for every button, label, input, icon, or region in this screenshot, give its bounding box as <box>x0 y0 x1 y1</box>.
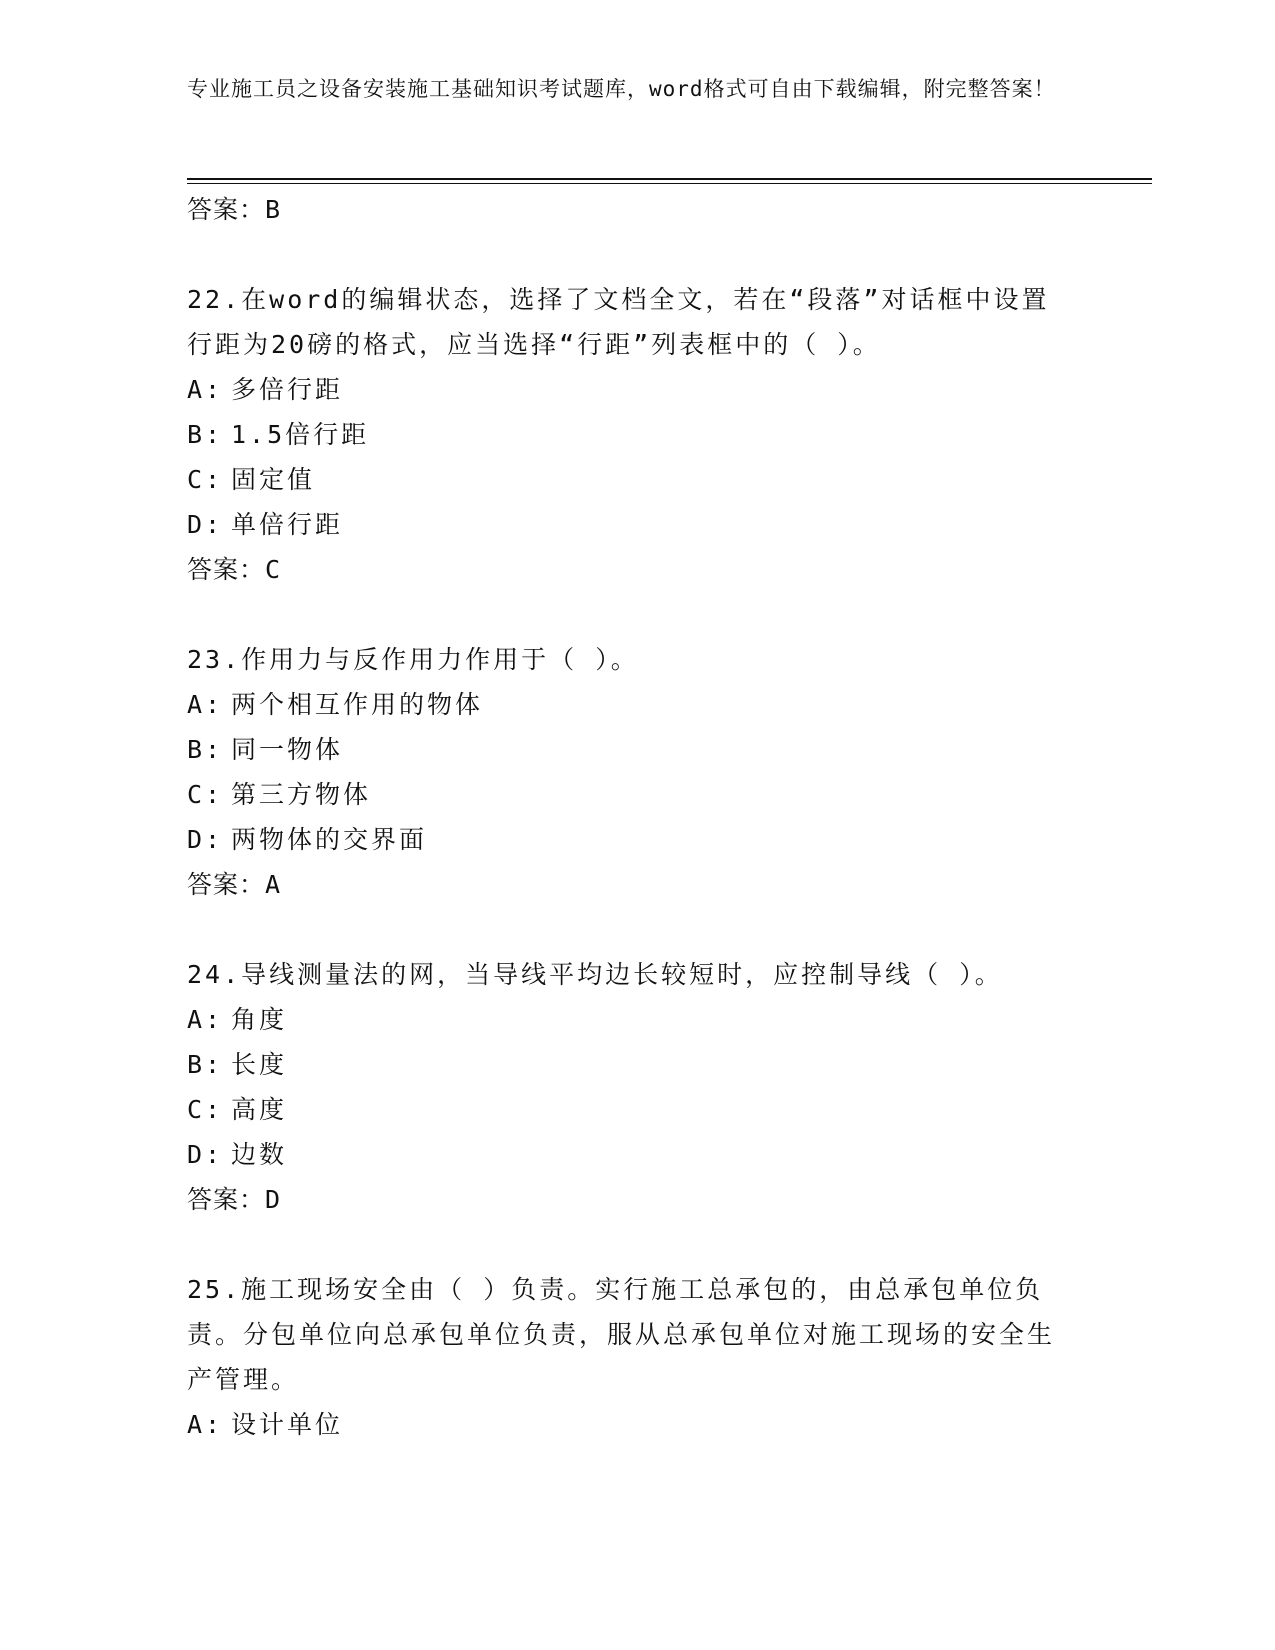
answer-label: 答案： <box>187 555 266 584</box>
question-24 <box>187 952 1087 1223</box>
question-25 <box>187 1267 1087 1447</box>
question-22 <box>187 277 1087 593</box>
answer-value: C <box>265 555 282 584</box>
option-letter: B: <box>187 735 224 764</box>
option-text: 两个相互作用的物体 <box>231 690 484 719</box>
option-text: 同一物体 <box>231 735 344 764</box>
option-text: 高度 <box>231 1095 288 1124</box>
answer-line <box>187 862 1087 908</box>
answer-value: B <box>265 195 282 224</box>
option-a <box>187 367 1087 412</box>
option-letter: B: <box>187 1050 224 1079</box>
option-b <box>187 1042 1087 1087</box>
header-rule-thin <box>187 183 1152 184</box>
option-text: 多倍行距 <box>231 375 344 404</box>
option-d <box>187 1132 1087 1177</box>
document-body <box>187 187 1087 1447</box>
option-letter: A: <box>187 1005 224 1034</box>
answer-value: A <box>265 870 282 899</box>
option-text: 两物体的交界面 <box>231 825 428 854</box>
option-b <box>187 412 1087 457</box>
option-c <box>187 457 1087 502</box>
option-letter: A: <box>187 1410 224 1439</box>
option-letter: A: <box>187 690 224 719</box>
option-a <box>187 997 1087 1042</box>
option-text: 边数 <box>231 1140 288 1169</box>
option-a <box>187 682 1087 727</box>
answer-line <box>187 1177 1087 1223</box>
option-letter: C: <box>187 1095 224 1124</box>
option-letter: C: <box>187 465 224 494</box>
option-letter: D: <box>187 510 224 539</box>
option-text: 固定值 <box>231 465 316 494</box>
question-text: 23.作用力与反作用力作用于（ ）。 <box>187 645 639 674</box>
answer-value: D <box>265 1185 282 1214</box>
answer-line <box>187 187 1087 233</box>
option-text: 设计单位 <box>231 1410 344 1439</box>
option-text: 第三方物体 <box>231 780 372 809</box>
option-letter: D: <box>187 1140 224 1169</box>
option-d <box>187 502 1087 547</box>
question-text: 25.施工现场安全由（ ）负责。实行施工总承包的，由总承包单位负责。分包单位向总承包单位负责，服从总承包单位对施工现场的安全生产管理。 <box>187 1275 1056 1394</box>
option-d <box>187 817 1087 862</box>
answer-label: 答案： <box>187 195 266 224</box>
option-letter: D: <box>187 825 224 854</box>
option-text: 角度 <box>231 1005 288 1034</box>
option-text: 单倍行距 <box>231 510 344 539</box>
question-23 <box>187 637 1087 908</box>
question-text: 22.在word的编辑状态，选择了文档全文，若在“段落”对话框中设置行距为20磅的格式，应当选择“行距”列表框中的（ ）。 <box>187 285 1050 359</box>
answer-line <box>187 547 1087 593</box>
option-c <box>187 772 1087 817</box>
option-letter: B: <box>187 420 224 449</box>
header-rule-thick <box>187 178 1152 180</box>
answer-label: 答案： <box>187 1185 266 1214</box>
option-text: 长度 <box>231 1050 288 1079</box>
option-text: 1.5倍行距 <box>231 420 370 449</box>
option-c <box>187 1087 1087 1132</box>
option-letter: A: <box>187 375 224 404</box>
option-b <box>187 727 1087 772</box>
document-header: 专业施工员之设备安装施工基础知识考试题库，word格式可自由下载编辑，附完整答案！ <box>187 77 1056 101</box>
answer-label: 答案： <box>187 870 266 899</box>
option-letter: C: <box>187 780 224 809</box>
option-a <box>187 1402 1087 1447</box>
question-text: 24.导线测量法的网，当导线平均边长较短时，应控制导线（ ）。 <box>187 960 1003 989</box>
